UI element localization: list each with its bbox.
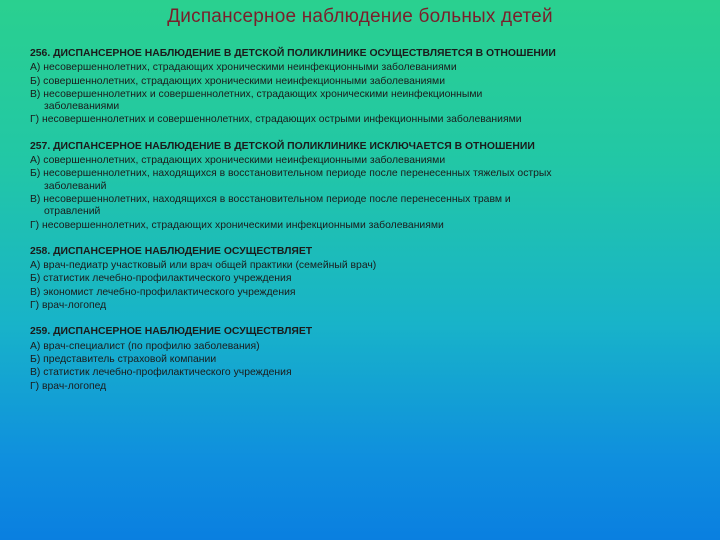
answer-option-b: Б) совершеннолетних, страдающих хроническими неинфекционными заболеваниями <box>30 75 446 87</box>
answer-option-c: В) статистик лечебно-профилактического учреждения <box>30 367 292 379</box>
answer-option-b <box>30 168 694 193</box>
questions-list <box>30 48 694 407</box>
answer-option-a: А) совершеннолетних, страдающих хроническими неинфекционными заболеваниями <box>30 155 446 167</box>
question-heading: 257. ДИСПАНСЕРНОЕ НАБЛЮДЕНИЕ В ДЕТСКОЙ ПОЛИКЛИНИКЕ ИСКЛЮЧАЕТСЯ В ОТНОШЕНИИ <box>30 140 535 152</box>
answer-option-a: А) несовершеннолетних, страдающих хроническими неинфекционными заболеваниями <box>30 62 457 74</box>
answer-option-c <box>30 89 694 114</box>
question-heading: 258. ДИСПАНСЕРНОЕ НАБЛЮДЕНИЕ ОСУЩЕСТВЛЯЕТ <box>30 245 313 257</box>
question-259 <box>30 326 694 392</box>
answer-option-d: Г) врач-логопед <box>30 380 107 392</box>
answer-option-b: Б) статистик лечебно-профилактического учреждения <box>30 273 292 285</box>
answer-option-b: Б) представитель страховой компании <box>30 353 217 365</box>
question-heading: 259. ДИСПАНСЕРНОЕ НАБЛЮДЕНИЕ ОСУЩЕСТВЛЯЕТ <box>30 326 313 338</box>
question-258 <box>30 246 694 312</box>
answer-option-a: А) врач-специалист (по профилю заболевания) <box>30 340 260 352</box>
answer-option-d: Г) врач-логопед <box>30 300 107 312</box>
answer-option-continuation: заболеваниями <box>44 101 120 113</box>
question-256 <box>30 48 694 127</box>
question-heading: 256. ДИСПАНСЕРНОЕ НАБЛЮДЕНИЕ В ДЕТСКОЙ ПОЛИКЛИНИКЕ ОСУЩЕСТВЛЯЕТСЯ В ОТНОШЕНИИ <box>30 48 556 59</box>
answer-option-d: Г) несовершеннолетних, страдающих хроническими инфекционными заболеваниями <box>30 219 444 231</box>
answer-option-continuation: отравлений <box>44 206 101 218</box>
answer-option-continuation: заболеваний <box>44 180 107 192</box>
answer-option-text: Б) несовершеннолетних, находящихся в восстановительном периоде после перенесенных тяжелых острых <box>30 168 552 180</box>
answer-option-text: В) несовершеннолетних и совершеннолетних, страдающих хроническими неинфекционными <box>30 88 483 100</box>
answer-option-d: Г) несовершеннолетних и совершеннолетних, страдающих острыми инфекционными заболеваниями <box>30 114 522 126</box>
answer-option-a: А) врач-педиатр участковый или врач общей практики (семейный врач) <box>30 260 377 272</box>
answer-option-c: В) экономист лечебно-профилактического учреждения <box>30 286 296 298</box>
answer-option-c <box>30 194 694 219</box>
slide-title: Диспансерное наблюдение больных детей <box>167 6 553 27</box>
question-257 <box>30 141 694 232</box>
answer-option-text: В) несовершеннолетних, находящихся в восстановительном периоде после перенесенных травм и <box>30 193 511 205</box>
